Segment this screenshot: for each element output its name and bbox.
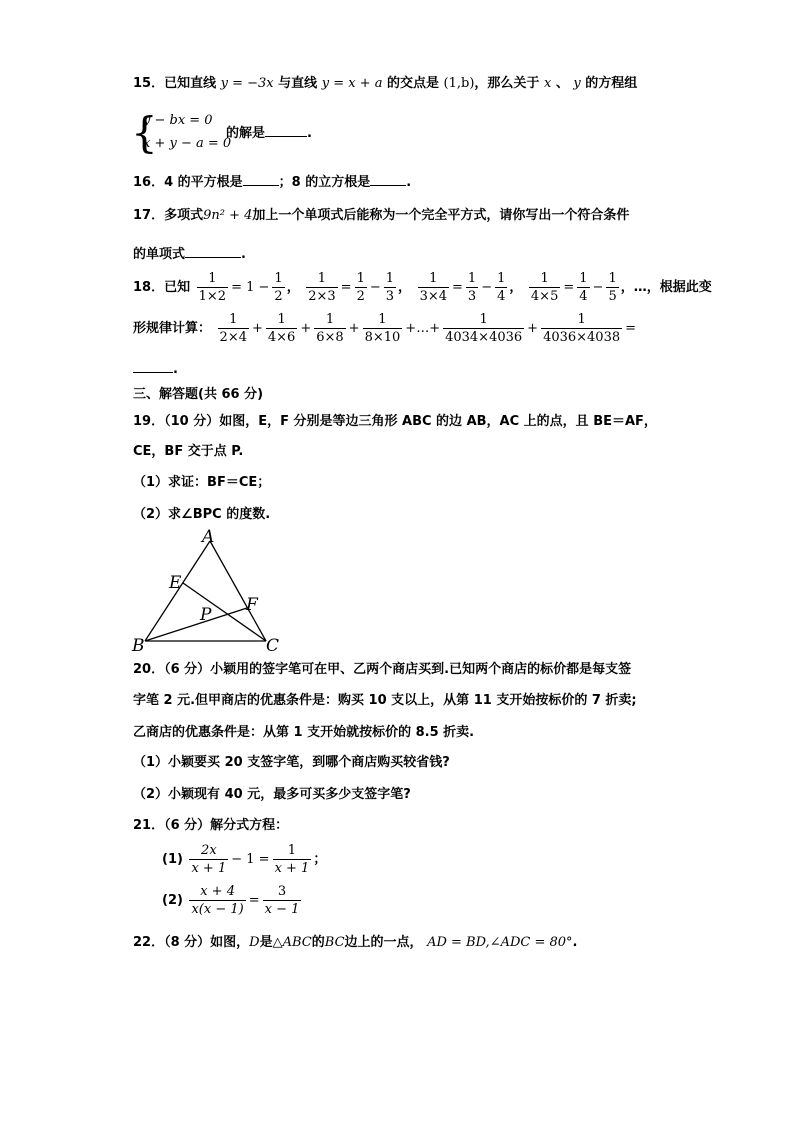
q19-sub2: （2）求∠BPC 的度数.	[133, 507, 271, 522]
triangle-figure	[128, 526, 298, 656]
label-c: C	[266, 636, 280, 656]
q18-line1: 18．已知 $\frac{1}{1\times 2}$ = 1 − $\frac{1}{2}$ ， $\frac{1}{2\times 3}$ = $\frac{1}{2}$ − $\frac{1}{3}$ ， $\frac{1}{3\times 4}$ = $\frac{1}{3}$ − $\frac{1}{4}$ ， $\frac{1}{4\times 5}$ = $\frac{1}{4}$ − $\frac{1}{5}$ ，…，根据此变	[133, 271, 712, 304]
answer-blank[interactable]	[133, 360, 173, 373]
q17-line2: 的单项式 .	[133, 247, 246, 262]
q18-answer: .	[133, 360, 178, 379]
equation: y = −3x	[220, 76, 274, 91]
q21-part2: (2) $\frac{x + 4}{x(x - 1)}$ = $\frac{3}{x - 1}$	[162, 884, 300, 917]
question-number: 15．	[133, 76, 165, 91]
q19-sub1: （1）求证：BF＝CE；	[133, 475, 271, 490]
q20-line1: 20．（6 分）小颖用的签字笔可在甲、乙两个商店买到.已知两个商店的标价都是每支签	[133, 662, 632, 677]
q21-part1: (1) $\frac{2x}{x + 1}$ − 1 = $\frac{1}{x + 1}$ ；	[162, 843, 327, 876]
label-f: F	[246, 595, 258, 615]
label-b: B	[132, 636, 145, 656]
q19-line2: CE，BF 交于点 P.	[133, 444, 244, 459]
segment-bf	[145, 608, 247, 641]
equation: y = x + a	[321, 76, 383, 91]
answer-blank[interactable]	[265, 124, 307, 137]
label-a: A	[202, 527, 215, 547]
condition: AD = BD,∠ADC = 80°	[427, 935, 573, 950]
system-eq-2: x + y − a = 0	[143, 136, 232, 151]
q20-sub2: （2）小颖现有 40 元，最多可买多少支签字笔?	[133, 787, 411, 802]
q20-line2: 字笔 2 元.但甲商店的优惠条件是：购买 10 支以上，从第 11 支开始按标价的 7 折卖;	[133, 693, 637, 708]
q17-line1: 17．多项式9n² + 4加上一个单项式后能称为一个完全平方式，请你写出一个符合条件	[133, 208, 630, 223]
system-eq-1: y − bx = 0	[143, 113, 213, 128]
side-ac	[210, 541, 266, 641]
point: (1,b)	[443, 76, 475, 91]
q18-line2: 形规律计算： $\frac{1}{2\times 4}$ + $\frac{1}{4\times 6}$ + $\frac{1}{6\times 8}$ + $\frac{1}{8\times 10}$ +…+ $\frac{1}{4034\times 4036}$ + $\frac{1}{4036\times 4038}$ =	[133, 312, 637, 345]
q16: 16．4 的平方根是 ；8 的立方根是 .	[133, 175, 412, 190]
q22-line1: 22．（8 分）如图，D是△ABC的BC边上的一点， AD = BD,∠ADC = 80°.	[133, 935, 578, 950]
q21-line1: 21．（6 分）解分式方程：	[133, 818, 289, 833]
q20-sub1: （1）小颖要买 20 支签字笔，到哪个商店购买较省钱?	[133, 755, 450, 770]
answer-blank[interactable]	[243, 173, 279, 186]
q15-line1: 15．已知直线 y = −3x 与直线 y = x + a 的交点是 (1,b)，那么关于 x 、 y 的方程组	[133, 76, 638, 91]
q19-line1: 19．（10 分）如图，E，F 分别是等边三角形 ABC 的边 AB，AC 上的点，且 BE＝AF，	[133, 414, 657, 429]
section-heading: 三、解答题(共 66 分)	[133, 387, 264, 402]
label-p: P	[200, 605, 212, 625]
polynomial: 9n² + 4	[203, 208, 253, 223]
q15-line2: 的解是 .	[226, 126, 312, 141]
brace: {	[131, 108, 158, 157]
answer-blank[interactable]	[185, 245, 241, 258]
answer-blank[interactable]	[370, 173, 406, 186]
q20-line3: 乙商店的优惠条件是：从第 1 支开始就按标价的 8.5 折卖.	[133, 725, 475, 740]
label-e: E	[169, 573, 182, 593]
